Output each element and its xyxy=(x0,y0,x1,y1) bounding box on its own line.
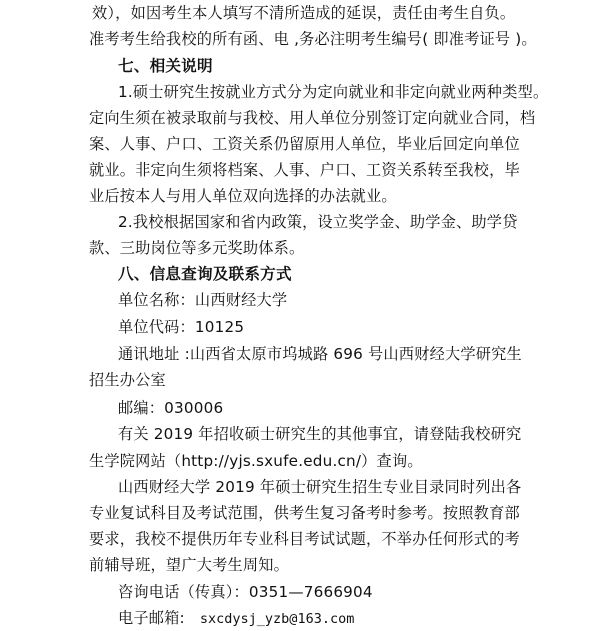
paragraph-line: 2.我校根据国家和省内政策，设立奖学金、助学金、助学贷 xyxy=(118,213,518,231)
address-line-continued: 招生办公室 xyxy=(89,371,166,389)
unit-code-line: 单位代码：10125 xyxy=(118,318,245,336)
website-line: 生学院网站（http://yjs.sxufe.edu.cn/）查询。 xyxy=(89,452,423,470)
section-7-heading: 七、相关说明 xyxy=(118,57,213,75)
paragraph-line: 有关 2019 年招收硕士研究生的其他事宜，请登陆我校研究 xyxy=(118,425,522,443)
email-line xyxy=(118,608,354,629)
unit-name-line: 单位名称：山西财经大学 xyxy=(118,291,288,309)
paragraph-line: 山西财经大学 2019 年硕士研究生招生专业目录同时列出各 xyxy=(118,478,522,496)
phone-line: 咨询电话（传真）：0351—7666904 xyxy=(118,583,373,601)
email-label: 电子邮箱: xyxy=(118,609,185,627)
paragraph-line: 效），如因考生本人填写不清所造成的延误，责任由考生自负。 xyxy=(92,4,516,22)
paragraph-line: 要求，我校不提供历年专业科目考试试题，不举办任何形式的考 xyxy=(89,530,520,548)
email-address: sxcdysj_yzb@163.com xyxy=(199,611,355,627)
paragraph-line: 就业。非定向生须将档案、人事、户口、工资关系转至我校，毕 xyxy=(89,161,520,179)
section-8-heading: 八、信息查询及联系方式 xyxy=(118,265,292,283)
paragraph-line: 案、人事、户口、工资关系仍留原用人单位，毕业后回定向单位 xyxy=(89,135,520,153)
paragraph-line: 专业复试科目及考试范围，供考生复习备考时参考。按照教育部 xyxy=(89,504,520,522)
paragraph-line: 1.硕士研究生按就业方式分为定向就业和非定向就业两种类型。 xyxy=(118,83,549,101)
postcode-line: 邮编：030006 xyxy=(118,399,224,417)
paragraph-line: 准考考生给我校的所有函、电 ,务必注明考生编号( 即准考证号 )。 xyxy=(89,30,537,48)
paragraph-line: 业后按本人与用人单位双向选择的办法就业。 xyxy=(89,187,397,205)
paragraph-line: 款、三助岗位等多元奖助体系。 xyxy=(89,239,305,257)
paragraph-line: 定向生须在被录取前与我校、用人单位分别签订定向就业合同，档 xyxy=(89,109,536,127)
paragraph-line: 前辅导班，望广大考生周知。 xyxy=(89,556,290,574)
address-line: 通讯地址 :山西省太原市坞城路 696 号山西财经大学研究生 xyxy=(118,345,522,363)
